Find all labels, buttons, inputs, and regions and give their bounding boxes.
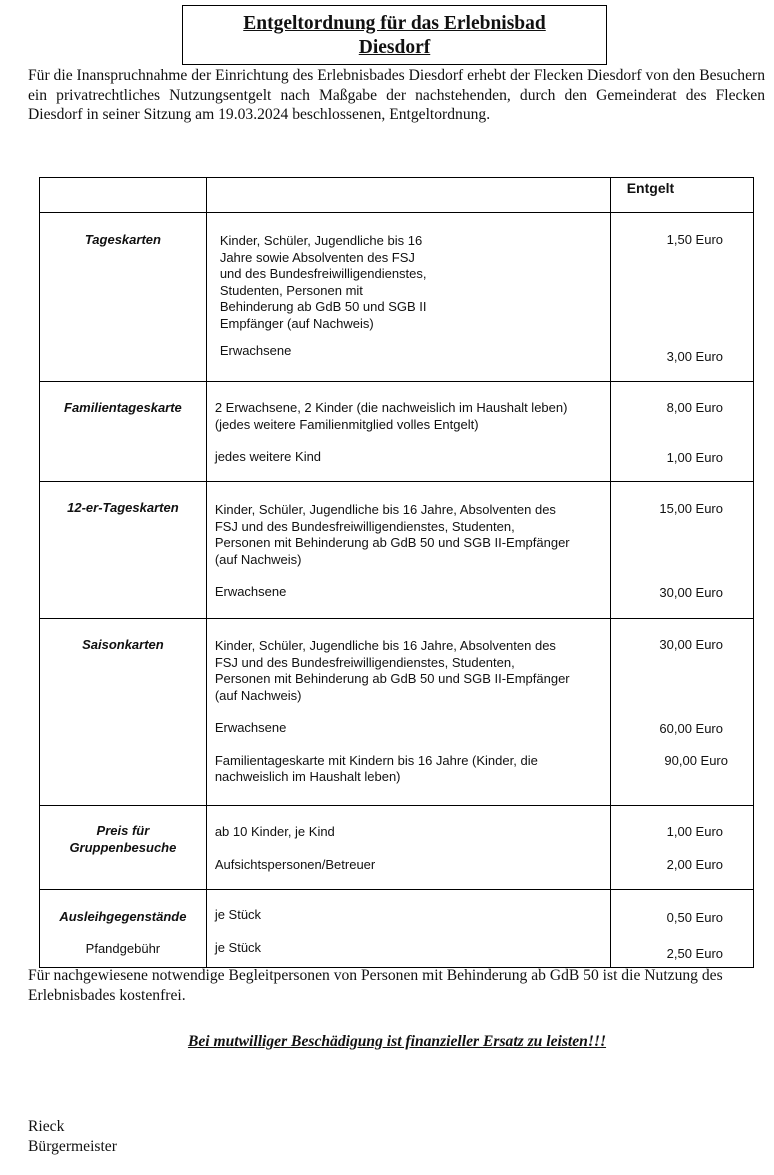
category-cell [40,890,207,968]
title-line-1: Entgeltordnung für das Erlebnisbad [243,13,546,34]
description-cell [206,213,610,382]
table-row-12er-tageskarten [40,482,754,619]
category-label: Saisonkarten [82,637,164,652]
item-price: 90,00 Euro [664,753,728,768]
item-description: Kinder, Schüler, Jugendliche bis 16 Jahre, Absolventen des FSJ und des Bundesfreiwilligendienstes, Studenten, Personen mit Behinderung ab GdB 50 und SGB II-Empfänger (auf Nachweis) [214,638,570,703]
item-price: 1,00 Euro [666,824,723,839]
category-cell [40,806,207,890]
item-description: Erwachsene [214,584,287,599]
category-label: 12-er-Tageskarten [67,500,179,515]
item-price: 15,00 Euro [659,501,723,516]
item-price: 1,00 Euro [666,449,723,465]
item-description: Aufsichtspersonen/Betreuer [214,856,376,872]
description-cell [206,482,610,619]
item-description: Kinder, Schüler, Jugendliche bis 16 Jahre sowie Absolventen des FSJ und des Bundesfreiwilligendienstes, Studenten, Personen mit Behinderung ab GdB 50 und SGB II Empfänger (auf Nachweis) [219,233,427,331]
item-description: jedes weitere Kind [214,449,322,464]
fee-table [39,177,754,968]
description-cell [206,890,610,968]
item-description: Erwachsene [214,720,287,735]
category-label: Preis für Gruppenbesuche [69,823,177,855]
item-price: 3,00 Euro [666,348,723,364]
header-cell-entgelt: Entgelt [610,178,753,213]
item-price: 1,50 Euro [666,232,723,247]
category-cell [40,382,207,482]
item-description: 2 Erwachsene, 2 Kinder (die nachweislich im Haushalt leben) (jedes weitere Familienmitglied volles Entgelt) [214,400,568,432]
price-cell [610,806,753,890]
damage-warning: Bei mutwilliger Beschädigung ist finanzieller Ersatz zu leisten!!! [187,1033,607,1050]
table-header-row [40,178,754,213]
footer-note: Für nachgewiesene notwendige Begleitpersonen von Personen mit Behinderung ab GdB 50 ist die Nutzung des Erlebnisbades kostenfrei. [28,967,723,1004]
intro-paragraph: Für die Inanspruchnahme der Einrichtung des Erlebnisbades Diesdorf erhebt der Flecken Diesdorf von den Besuchern ein privatrechtliches Nutzungsentgelt nach Maßgabe der nachstehenden, durch den Gemeinderat des Flecken Diesdorf in seiner Sitzung am 19.03.2024 beschlossenen, Entgeltordnung. [28,67,766,123]
category-label: Tageskarten [84,232,161,247]
price-cell [610,619,753,806]
category-cell [40,213,207,382]
price-cell [610,482,753,619]
title-line-2: Diesdorf [358,37,431,58]
signature-name: Rieck [28,1118,65,1135]
item-price: 2,50 Euro [666,945,723,961]
table-row-familientageskarte [40,382,754,482]
item-price: 60,00 Euro [659,720,723,736]
document-title [182,5,607,65]
item-description: ab 10 Kinder, je Kind [214,824,335,839]
item-description: je Stück [214,939,262,955]
item-price: 0,50 Euro [666,910,723,925]
table-row-ausleihgegenstaende [40,890,754,968]
subcategory-label: Pfandgebühr [85,940,161,956]
item-description: Erwachsene [219,343,292,358]
signature-block [28,1117,117,1157]
price-cell [610,890,753,968]
category-label: Ausleihgegenstände [59,909,187,924]
signature-role: Bürgermeister [28,1138,117,1155]
table-row-gruppenbesuche [40,806,754,890]
category-cell [40,619,207,806]
item-price: 8,00 Euro [666,400,723,415]
header-cell-description [206,178,610,213]
description-cell [206,806,610,890]
header-cell-category [40,178,207,213]
table-row-saisonkarten [40,619,754,806]
table-row-tageskarten [40,213,754,382]
item-price: 30,00 Euro [659,584,723,600]
item-description: je Stück [214,907,262,922]
item-price: 30,00 Euro [659,637,723,652]
description-cell [206,619,610,806]
description-cell [206,382,610,482]
price-cell [610,382,753,482]
item-description: Kinder, Schüler, Jugendliche bis 16 Jahre, Absolventen des FSJ und des Bundesfreiwilligendienstes, Studenten, Personen mit Behinderung ab GdB 50 und SGB II-Empfänger (auf Nachweis) [214,502,570,567]
item-description: Familientageskarte mit Kindern bis 16 Jahre (Kinder, die nachweislich im Haushalt leben) [214,752,538,784]
price-cell [610,213,753,382]
item-price: 2,00 Euro [666,856,723,872]
category-label: Familientageskarte [64,400,182,415]
category-cell [40,482,207,619]
